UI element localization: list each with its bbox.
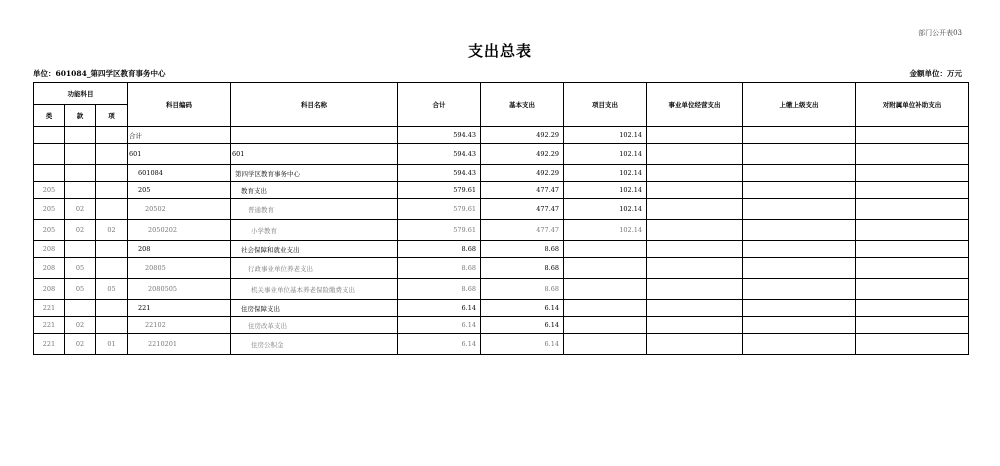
- name-cell: 机关事业单位基本养老保险缴费支出: [231, 279, 398, 300]
- kuan-cell: 05: [65, 279, 96, 300]
- business-cell: [647, 317, 743, 334]
- total-cell: 8.68: [398, 258, 481, 279]
- xiang-cell: [96, 127, 128, 144]
- subsidiary-cell: [856, 199, 969, 220]
- subsidiary-header: 对附属单位补助支出: [856, 83, 969, 127]
- project-cell: [564, 258, 647, 279]
- subsidiary-cell: [856, 334, 969, 355]
- superior-cell: [743, 300, 856, 317]
- kuan-cell: 02: [65, 334, 96, 355]
- business-cell: [647, 300, 743, 317]
- basic-cell: 492.29: [481, 127, 564, 144]
- superior-cell: [743, 144, 856, 165]
- kuan-cell: [65, 127, 96, 144]
- name-cell: 行政事业单位养老支出: [231, 258, 398, 279]
- table-row: [34, 220, 969, 241]
- business-cell: [647, 279, 743, 300]
- kuan-cell: [65, 165, 96, 182]
- lei-cell: 221: [34, 317, 65, 334]
- xiang-cell: 01: [96, 334, 128, 355]
- name-cell: 社会保障和就业支出: [231, 241, 398, 258]
- project-cell: 102.14: [564, 144, 647, 165]
- total-cell: 579.61: [398, 182, 481, 199]
- superior-cell: [743, 279, 856, 300]
- table-row: [34, 165, 969, 182]
- kuan-cell: 02: [65, 317, 96, 334]
- xiang-cell: [96, 165, 128, 182]
- code-cell: 2080505: [128, 279, 231, 300]
- subsidiary-cell: [856, 220, 969, 241]
- lei-cell: 205: [34, 199, 65, 220]
- basic-cell: 492.29: [481, 165, 564, 182]
- lei-cell: 208: [34, 279, 65, 300]
- name-cell: [231, 127, 398, 144]
- xiang-cell: [96, 258, 128, 279]
- basic-cell: 6.14: [481, 300, 564, 317]
- basic-cell: 6.14: [481, 317, 564, 334]
- business-cell: [647, 220, 743, 241]
- total-cell: 6.14: [398, 334, 481, 355]
- business-cell: [647, 241, 743, 258]
- lei-cell: 221: [34, 334, 65, 355]
- lei-cell: [34, 165, 65, 182]
- total-header: 合计: [398, 83, 481, 127]
- kuan-cell: 02: [65, 220, 96, 241]
- project-cell: [564, 279, 647, 300]
- table-row: [34, 334, 969, 355]
- table-number-label: 部门公开表03: [918, 29, 962, 37]
- code-cell: 205: [128, 182, 231, 199]
- project-cell: [564, 317, 647, 334]
- amount-unit-label: 金额单位：万元: [909, 69, 962, 78]
- table-row: [34, 258, 969, 279]
- superior-cell: [743, 182, 856, 199]
- code-cell: 2050202: [128, 220, 231, 241]
- project-header: 项目支出: [564, 83, 647, 127]
- total-cell: 6.14: [398, 317, 481, 334]
- superior-cell: [743, 317, 856, 334]
- table-row: [34, 300, 969, 317]
- basic-cell: 8.68: [481, 241, 564, 258]
- code-cell: 20502: [128, 199, 231, 220]
- kuan-cell: [65, 144, 96, 165]
- xiang-cell: [96, 317, 128, 334]
- project-cell: [564, 300, 647, 317]
- lei-header: 类: [34, 105, 65, 127]
- basic-cell: 8.68: [481, 258, 564, 279]
- project-cell: 102.14: [564, 220, 647, 241]
- kuan-cell: 05: [65, 258, 96, 279]
- basic-cell: 6.14: [481, 334, 564, 355]
- func-subject-header: 功能科目: [34, 83, 128, 105]
- lei-cell: [34, 127, 65, 144]
- superior-cell: [743, 127, 856, 144]
- basic-cell: 477.47: [481, 199, 564, 220]
- name-cell: 住房保障支出: [231, 300, 398, 317]
- kuan-cell: [65, 300, 96, 317]
- code-cell: 20805: [128, 258, 231, 279]
- name-cell: 普通教育: [231, 199, 398, 220]
- xiang-cell: [96, 241, 128, 258]
- project-cell: 102.14: [564, 182, 647, 199]
- lei-cell: 208: [34, 241, 65, 258]
- subsidiary-cell: [856, 300, 969, 317]
- business-cell: [647, 199, 743, 220]
- business-cell: [647, 182, 743, 199]
- superior-cell: [743, 258, 856, 279]
- name-cell: 教育支出: [231, 182, 398, 199]
- project-cell: [564, 241, 647, 258]
- total-cell: 594.43: [398, 144, 481, 165]
- subsidiary-cell: [856, 241, 969, 258]
- subsidiary-cell: [856, 279, 969, 300]
- code-cell: 2210201: [128, 334, 231, 355]
- xiang-cell: [96, 144, 128, 165]
- superior-cell: [743, 165, 856, 182]
- business-header: 事业单位经营支出: [647, 83, 743, 127]
- total-cell: 594.43: [398, 127, 481, 144]
- project-cell: [564, 334, 647, 355]
- subsidiary-cell: [856, 317, 969, 334]
- xiang-cell: [96, 300, 128, 317]
- table-row: [34, 144, 969, 165]
- business-cell: [647, 258, 743, 279]
- table-row: [34, 127, 969, 144]
- table-row: [34, 182, 969, 199]
- table-row: [34, 279, 969, 300]
- subsidiary-cell: [856, 258, 969, 279]
- page-title: 支出总表: [467, 42, 532, 60]
- subsidiary-cell: [856, 182, 969, 199]
- project-cell: 102.14: [564, 199, 647, 220]
- kuan-header: 款: [65, 105, 96, 127]
- table-row: [34, 317, 969, 334]
- code-cell: 208: [128, 241, 231, 258]
- xiang-cell: [96, 182, 128, 199]
- business-cell: [647, 165, 743, 182]
- basic-header: 基本支出: [481, 83, 564, 127]
- xiang-cell: 02: [96, 220, 128, 241]
- business-cell: [647, 334, 743, 355]
- kuan-cell: 02: [65, 199, 96, 220]
- subsidiary-cell: [856, 127, 969, 144]
- total-cell: 8.68: [398, 241, 481, 258]
- name-cell: 住房公积金: [231, 334, 398, 355]
- code-cell: 合计: [128, 127, 231, 144]
- superior-cell: [743, 199, 856, 220]
- code-header: 科目编码: [128, 83, 231, 127]
- header-row-1: [34, 83, 969, 105]
- subsidiary-cell: [856, 144, 969, 165]
- business-cell: [647, 144, 743, 165]
- superior-header: 上缴上级支出: [743, 83, 856, 127]
- superior-cell: [743, 334, 856, 355]
- lei-cell: 221: [34, 300, 65, 317]
- total-cell: 8.68: [398, 279, 481, 300]
- xiang-header: 项: [96, 105, 128, 127]
- code-cell: 221: [128, 300, 231, 317]
- lei-cell: 205: [34, 182, 65, 199]
- basic-cell: 8.68: [481, 279, 564, 300]
- lei-cell: 208: [34, 258, 65, 279]
- superior-cell: [743, 241, 856, 258]
- code-cell: 22102: [128, 317, 231, 334]
- unit-label: 单位：601084_第四学区教育事务中心: [33, 69, 166, 78]
- lei-cell: [34, 144, 65, 165]
- basic-cell: 492.29: [481, 144, 564, 165]
- xiang-cell: [96, 199, 128, 220]
- superior-cell: [743, 220, 856, 241]
- name-cell: 住房改革支出: [231, 317, 398, 334]
- basic-cell: 477.47: [481, 220, 564, 241]
- kuan-cell: [65, 241, 96, 258]
- business-cell: [647, 127, 743, 144]
- name-header: 科目名称: [231, 83, 398, 127]
- total-cell: 594.43: [398, 165, 481, 182]
- name-cell: 小学教育: [231, 220, 398, 241]
- project-cell: 102.14: [564, 127, 647, 144]
- lei-cell: 205: [34, 220, 65, 241]
- total-cell: 579.61: [398, 220, 481, 241]
- total-cell: 579.61: [398, 199, 481, 220]
- basic-cell: 477.47: [481, 182, 564, 199]
- table-row: [34, 241, 969, 258]
- expenditure-table: [33, 82, 969, 355]
- table-row: [34, 199, 969, 220]
- code-cell: 601084: [128, 165, 231, 182]
- code-cell: 601: [128, 144, 231, 165]
- name-cell: 601: [231, 144, 398, 165]
- name-cell: 第四学区教育事务中心: [231, 165, 398, 182]
- kuan-cell: [65, 182, 96, 199]
- project-cell: 102.14: [564, 165, 647, 182]
- total-cell: 6.14: [398, 300, 481, 317]
- subsidiary-cell: [856, 165, 969, 182]
- xiang-cell: 05: [96, 279, 128, 300]
